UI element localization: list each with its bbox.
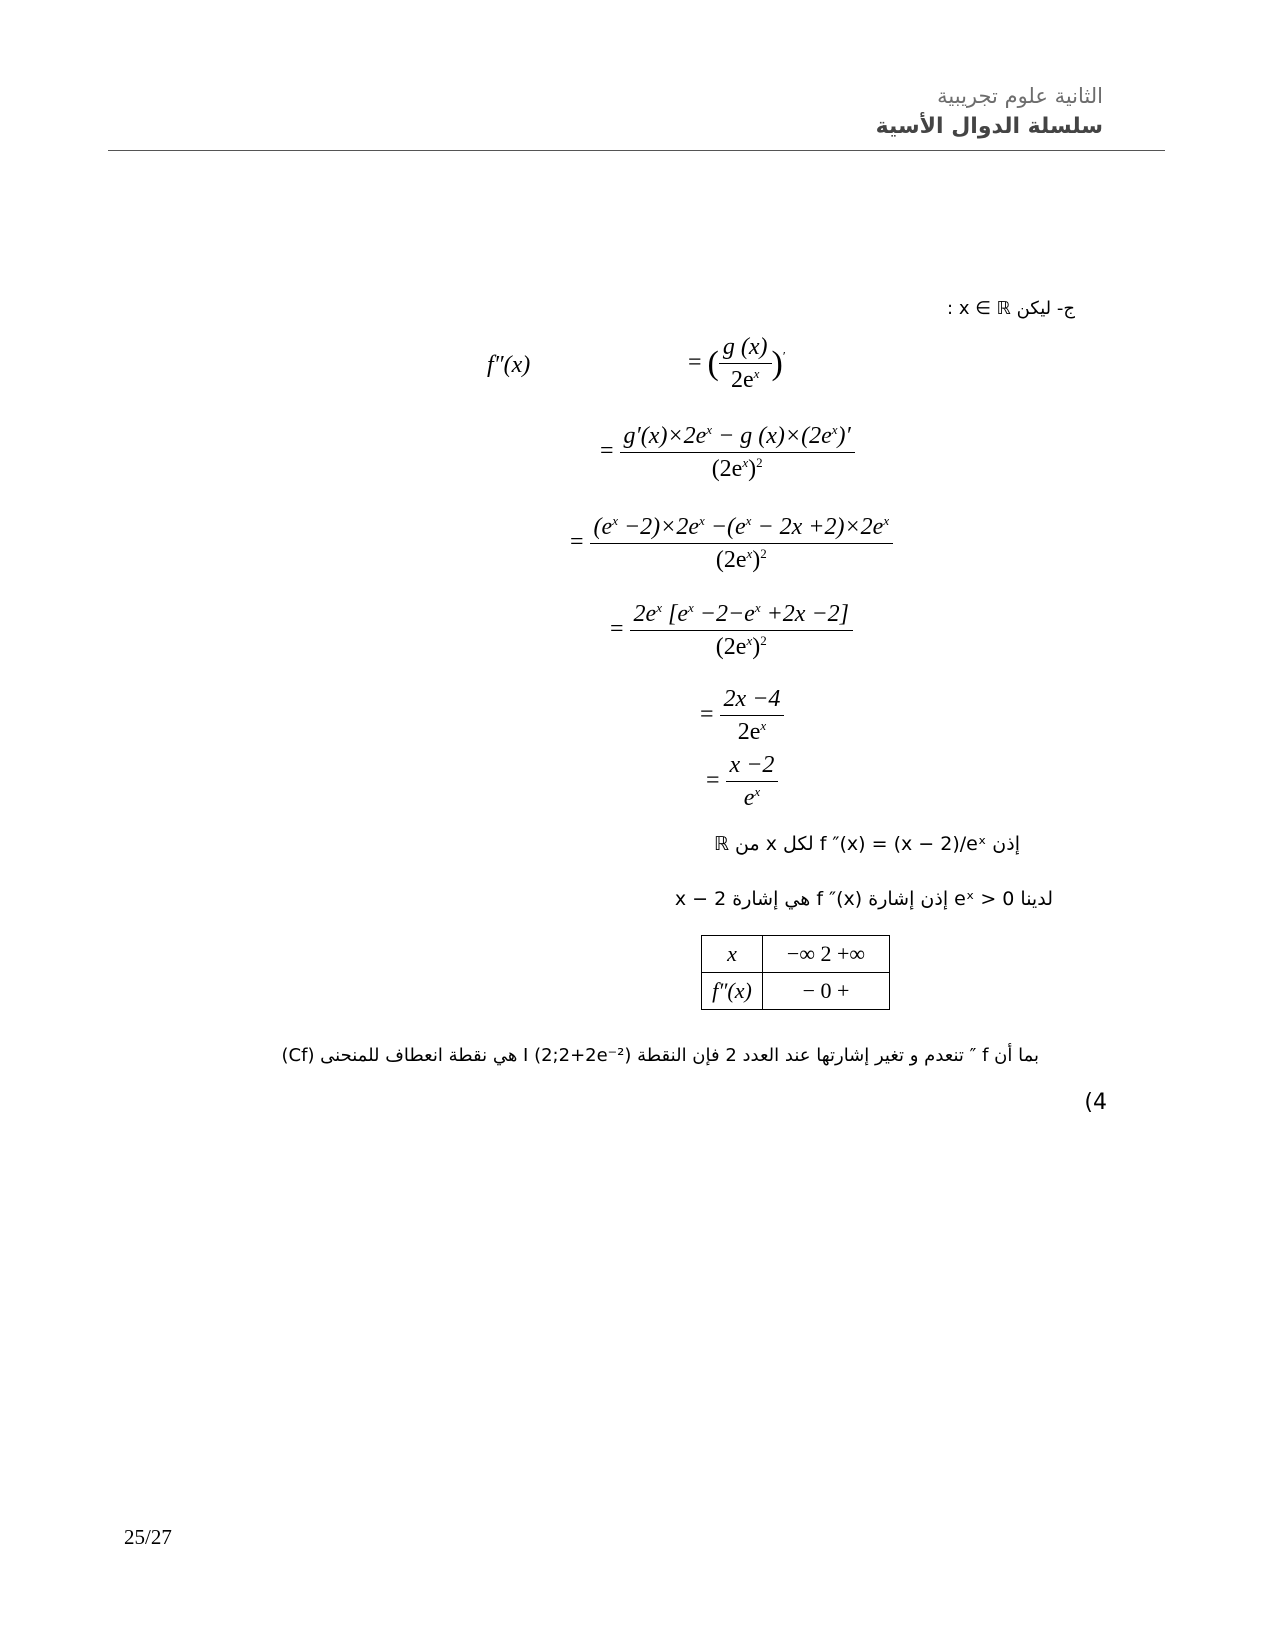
sign-table-fpp-label: f″(x) (702, 973, 763, 1010)
sign-table-x-values: −∞ 2 +∞ (763, 936, 890, 973)
step-1: = ( $\frac{g (x)}{2e^x}$ )′ (688, 334, 786, 393)
level-label: الثانية علوم تجريبية (937, 84, 1103, 108)
conclusion-line: إذن f ″(x) = (x − 2)/eˣ لكل x من ℝ (713, 833, 1020, 855)
sign-table (701, 935, 890, 1010)
next-item-number: (4 (1084, 1090, 1107, 1115)
step-2: = $\frac{g'(x)\times 2e^x - g (x)\times(2e^x)'}{(2e^x)^2}$ (600, 422, 855, 483)
header-divider (108, 150, 1165, 151)
step-5: = $\frac{2x -4}{2e^x}$ (700, 686, 784, 746)
page-number: 25/27 (124, 1525, 172, 1549)
sign-table-x-label: x (702, 936, 763, 973)
series-title: سلسلة الدوال الأسية (875, 114, 1103, 139)
sign-remark: لدينا eˣ > 0 إذن إشارة f ″(x) هي إشارة x − 2 (674, 888, 1053, 910)
inflection-conclusion: بما أن f ″ تنعدم و تغير إشارتها عند العدد 2 فإن النقطة I (2;2+2e⁻²) هي نقطة انعطاف للمنحنى (Cf) (281, 1045, 1039, 1066)
step-6: = $\frac{x -2}{e^x}$ (706, 752, 778, 812)
step-3: = $\frac{(e^x -2)\times 2e^x -(e^x - 2x +2)\times 2e^x}{(2e^x)^2}$ (570, 513, 893, 574)
part-c-intro: ج- ليكن x ∈ ℝ : (947, 298, 1075, 319)
second-derivative-lhs: f″(x) (487, 352, 531, 378)
sign-table-fpp-values: − 0 + (763, 973, 890, 1010)
step-4: = $\frac{2e^x [e^x -2-e^x +2x -2]}{(2e^x)^2}$ (610, 600, 853, 661)
